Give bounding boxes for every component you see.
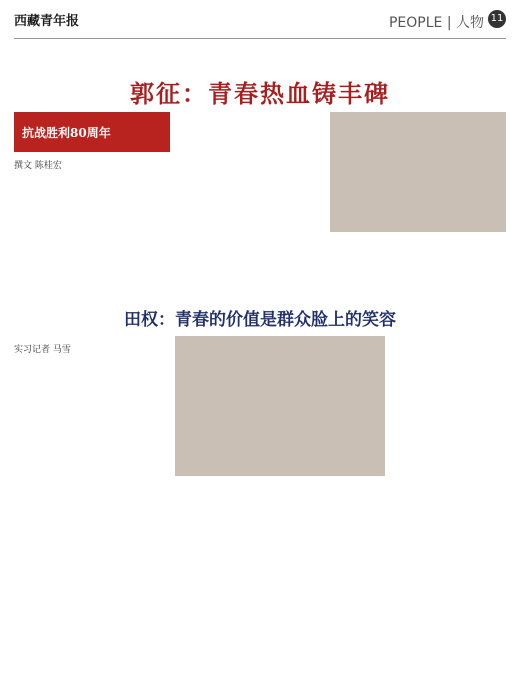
header-divider	[14, 38, 506, 39]
article1-photo	[330, 112, 506, 232]
article2-title: 田权：青春的价值是群众脸上的笑容	[124, 310, 396, 330]
page-header	[14, 10, 506, 50]
anniversary-banner: 抗战胜利80周年	[14, 112, 170, 152]
article2-photo	[175, 336, 385, 476]
article1-title: 郭征：青春热血铸丰碑	[130, 79, 390, 108]
article2-byline: 实习记者 马雪	[14, 345, 71, 355]
page-number: 11	[488, 10, 506, 28]
article1-body	[14, 170, 164, 295]
section-label: PEOPLE | 人物	[388, 15, 484, 31]
article1-byline: 撰文 陈桂宏	[14, 161, 62, 171]
masthead: 西藏青年报	[14, 14, 80, 29]
article2-body	[14, 356, 164, 686]
